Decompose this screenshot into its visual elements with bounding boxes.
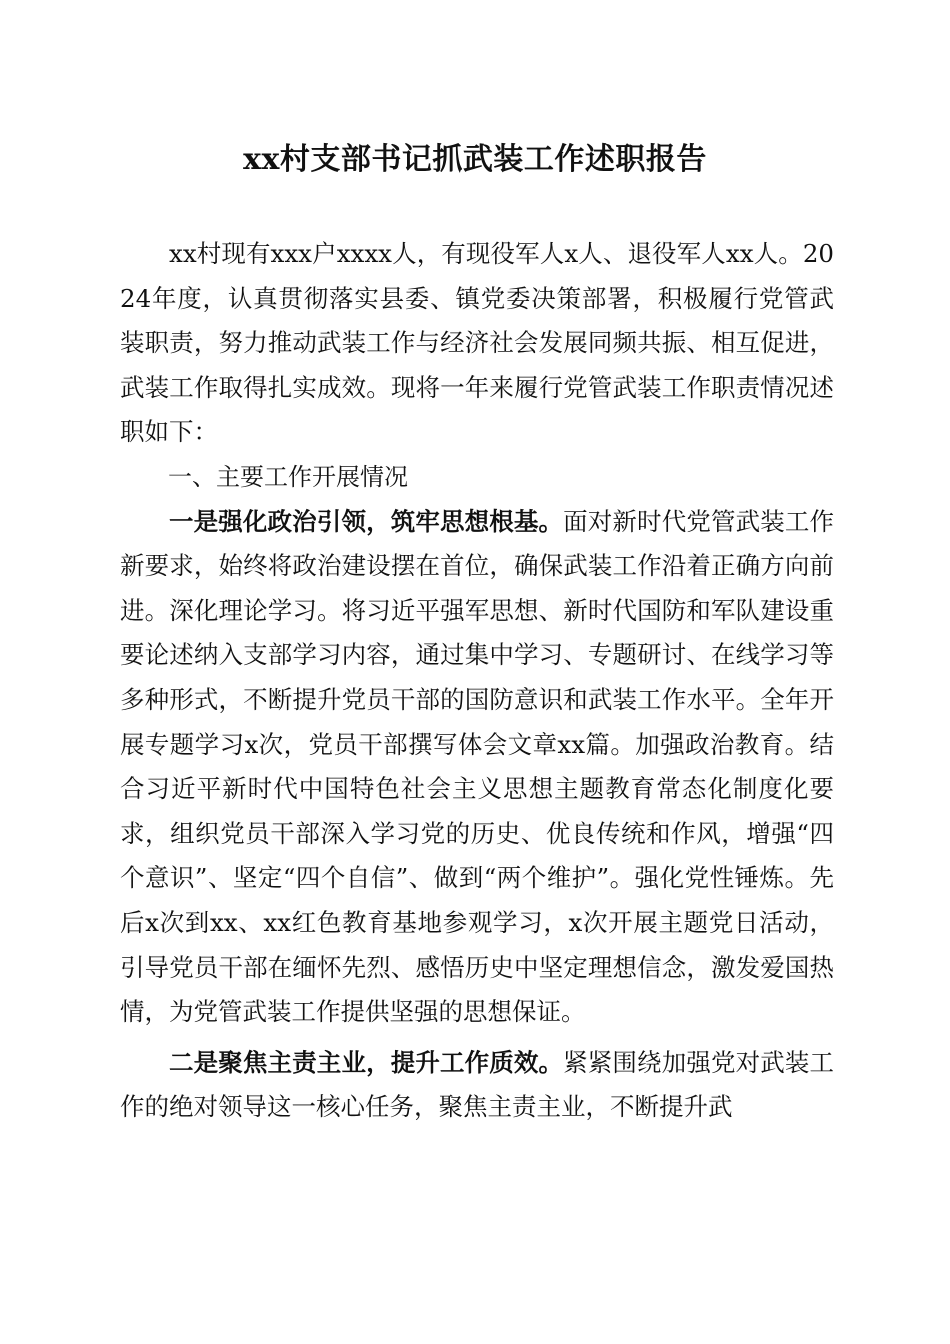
item-1-lead: 一是强化政治引领，筑牢思想根基。 bbox=[169, 506, 564, 536]
item-2-text: 紧紧围绕加强党对武装工作的绝对领导这一核心任务，聚焦主责主业，不断提升武 bbox=[120, 1047, 835, 1122]
section-heading: 一、主要工作开展情况 bbox=[168, 462, 408, 491]
item-2-paragraph bbox=[120, 1041, 834, 1130]
intro-paragraph: xx村现有xxx户xxxx人，有现役军人x人、退役军人xx人。2024年度，认真贯彻落实县委、镇党委决策部署，积极履行党管武装职责，努力推动武装工作与经济社会发展同频共振、相互促进，武装工作取得扎实成效。现将一年来履行党管武装工作职责情况述职如下： bbox=[120, 239, 834, 447]
item-2-lead: 二是聚焦主责主业，提升工作质效。 bbox=[169, 1047, 564, 1077]
document-body bbox=[120, 232, 834, 1130]
item-1-text: 面对新时代党管武装工作新要求，始终将政治建设摆在首位，确保武装工作沿着正确方向前进。深化理论学习。将习近平强军思想、新时代国防和军队建设重要论述纳入支部学习内容，通过集中学习、专题研讨、在线学习等多种形式，不断提升党员干部的国防意识和武装工作水平。全年开展专题学习x次，党员干部撰写体会文章xx篇。加强政治教育。结合习近平新时代中国特色社会主义思想主题教育常态化制度化要求，组织党员干部深入学习党的历史、优良传统和作风，增强“四个意识”、坚定“四个自信”、做到“两个维护”。强化党性锤炼。先后x次到xx、xx红色教育基地参观学习，x次开展主题党日活动，引导党员干部在缅怀先烈、感悟历史中坚定理想信念，激发爱国热情，为党管武装工作提供坚强的思想保证。 bbox=[120, 506, 835, 1027]
document-title: xx村支部书记抓武装工作述职报告 bbox=[243, 142, 707, 177]
item-1-paragraph bbox=[120, 500, 834, 1035]
